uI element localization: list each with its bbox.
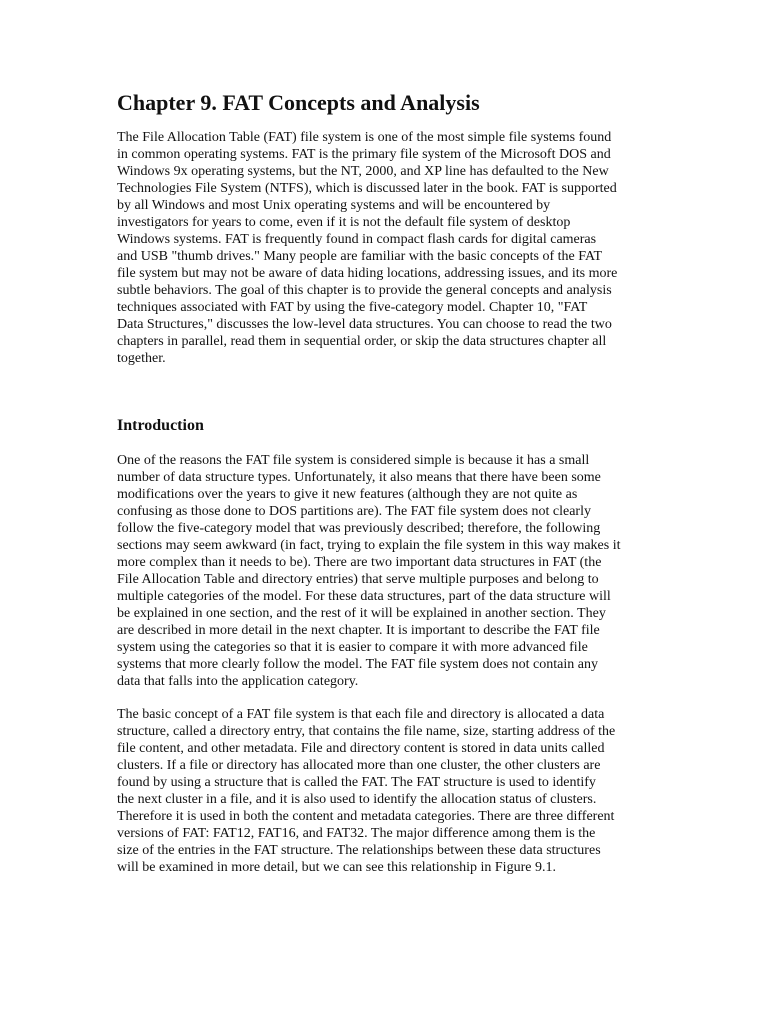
- text-line: Therefore it is used in both the content and metadata categories. There are three different: [117, 809, 615, 824]
- text-line: versions of FAT: FAT12, FAT16, and FAT32. The major difference among them is the: [117, 826, 596, 841]
- text-line: One of the reasons the FAT file system is considered simple is because it has a small: [117, 453, 590, 468]
- text-line: modifications over the years to give it new features (although they are not quite as: [117, 487, 578, 502]
- text-line: Data Structures," discusses the low-level data structures. You can choose to read the two: [117, 317, 612, 332]
- text-line: Windows 9x operating systems, but the NT, 2000, and XP line has defaulted to the New: [117, 164, 609, 179]
- text-line: sections may seem awkward (in fact, trying to explain the file system in this way makes it: [117, 538, 621, 553]
- text-line: and USB "thumb drives." Many people are familiar with the basic concepts of the FAT: [117, 249, 603, 264]
- text-line: found by using a structure that is called the FAT. The FAT structure is used to identify: [117, 775, 596, 790]
- text-line: size of the entries in the FAT structure. The relationships between these data structures: [117, 843, 601, 858]
- text-line: multiple categories of the model. For these data structures, part of the data structure will: [117, 589, 611, 604]
- text-line: The File Allocation Table (FAT) file system is one of the most simple file systems found: [117, 130, 612, 145]
- text-line: chapters in parallel, read them in sequential order, or skip the data structures chapter all: [117, 334, 607, 349]
- text-line: by all Windows and most Unix operating systems and will be encountered by: [117, 198, 551, 213]
- text-line: techniques associated with FAT by using the five-category model. Chapter 10, "FAT: [117, 300, 588, 315]
- text-line: be explained in one section, and the rest of it will be explained in another section. They: [117, 606, 606, 621]
- section-heading-introduction: Introduction: [117, 417, 204, 434]
- text-line: Technologies File System (NTFS), which is discussed later in the book. FAT is supported: [117, 181, 617, 196]
- text-line: structure, called a directory entry, that contains the file name, size, starting address of the: [117, 724, 616, 739]
- introduction-paragraph-1: [117, 452, 677, 690]
- text-line: file system but may not be aware of data hiding locations, addressing issues, and its more: [117, 266, 618, 281]
- text-line: in common operating systems. FAT is the primary file system of the Microsoft DOS and: [117, 147, 611, 162]
- text-line: number of data structure types. Unfortunately, it also means that there have been some: [117, 470, 601, 485]
- text-line: the next cluster in a file, and it is also used to identify the allocation status of clusters.: [117, 792, 597, 807]
- text-line: data that falls into the application category.: [117, 674, 359, 689]
- text-line: more complex than it needs to be). There are two important data structures in FAT (the: [117, 555, 602, 570]
- intro-paragraph: [117, 129, 677, 367]
- text-line: file content, and other metadata. File and directory content is stored in data units called: [117, 741, 605, 756]
- introduction-paragraph-2: [117, 706, 677, 876]
- text-line: are described in more detail in the next chapter. It is important to describe the FAT file: [117, 623, 600, 638]
- text-line: Windows systems. FAT is frequently found in compact flash cards for digital cameras: [117, 232, 597, 247]
- text-line: confusing as those done to DOS partitions are). The FAT file system does not clearly: [117, 504, 591, 519]
- text-line: will be examined in more detail, but we can see this relationship in Figure 9.1.: [117, 860, 556, 875]
- text-line: File Allocation Table and directory entries) that serve multiple purposes and belong to: [117, 572, 599, 587]
- text-line: The basic concept of a FAT file system is that each file and directory is allocated a data: [117, 707, 605, 722]
- text-line: subtle behaviors. The goal of this chapter is to provide the general concepts and analysis: [117, 283, 612, 298]
- text-line: investigators for years to come, even if it is not the default file system of desktop: [117, 215, 571, 230]
- text-line: system using the categories so that it is easier to compare it with more advanced file: [117, 640, 588, 655]
- text-line: clusters. If a file or directory has allocated more than one cluster, the other clusters are: [117, 758, 601, 773]
- text-line: follow the five-category model that was previously described; therefore, the following: [117, 521, 601, 536]
- chapter-title: Chapter 9. FAT Concepts and Analysis: [117, 90, 480, 115]
- text-line: systems that more clearly follow the model. The FAT file system does not contain any: [117, 657, 598, 672]
- text-line: together.: [117, 351, 166, 366]
